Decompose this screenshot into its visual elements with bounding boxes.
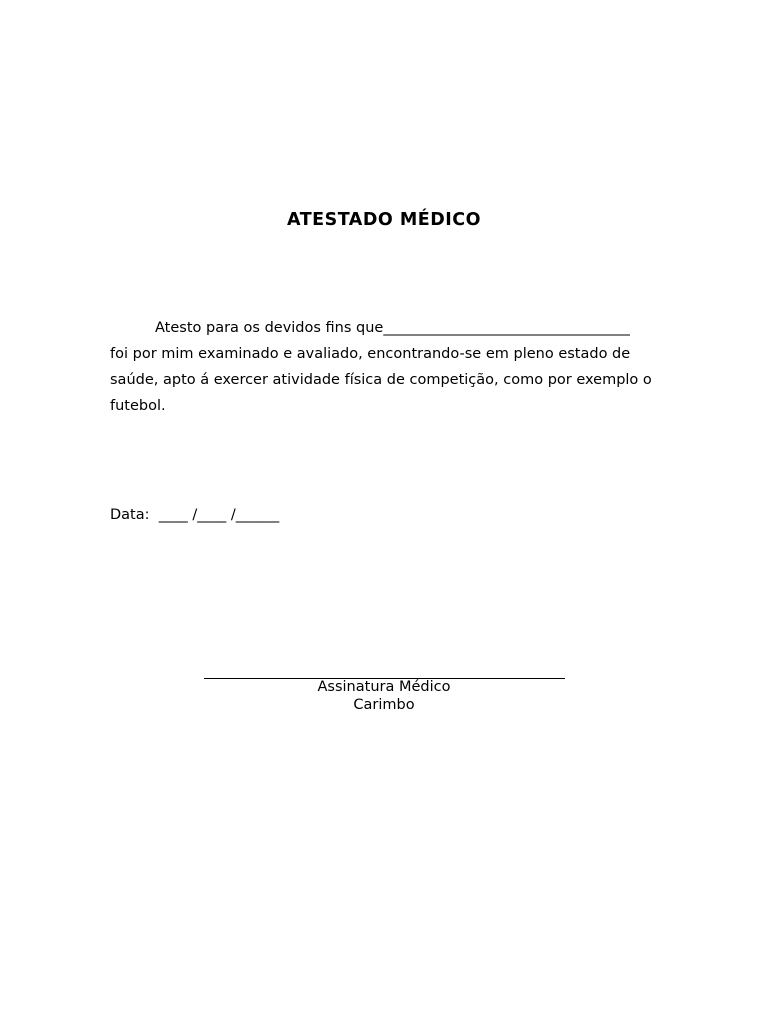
- document-title: ATESTADO MÉDICO: [287, 210, 481, 230]
- date-field: Data: ____ /____ /______: [110, 507, 280, 523]
- signature-block: [0, 662, 768, 714]
- signature-label: Assinatura Médico: [317, 679, 451, 695]
- paragraph-line-3: saúde, apto á exercer atividade física de competição, como por exemplo o: [110, 372, 652, 388]
- declaration-paragraph: [110, 315, 685, 419]
- stamp-label: Carimbo: [353, 696, 415, 713]
- paragraph-line-1: Atesto para os devidos fins que__________________________________: [155, 320, 630, 336]
- paragraph-line-2: foi por mim examinado e avaliado, encontrando-se em pleno estado de: [110, 346, 631, 362]
- paragraph-line-4: futebol.: [110, 398, 166, 414]
- signature-line: [204, 662, 565, 679]
